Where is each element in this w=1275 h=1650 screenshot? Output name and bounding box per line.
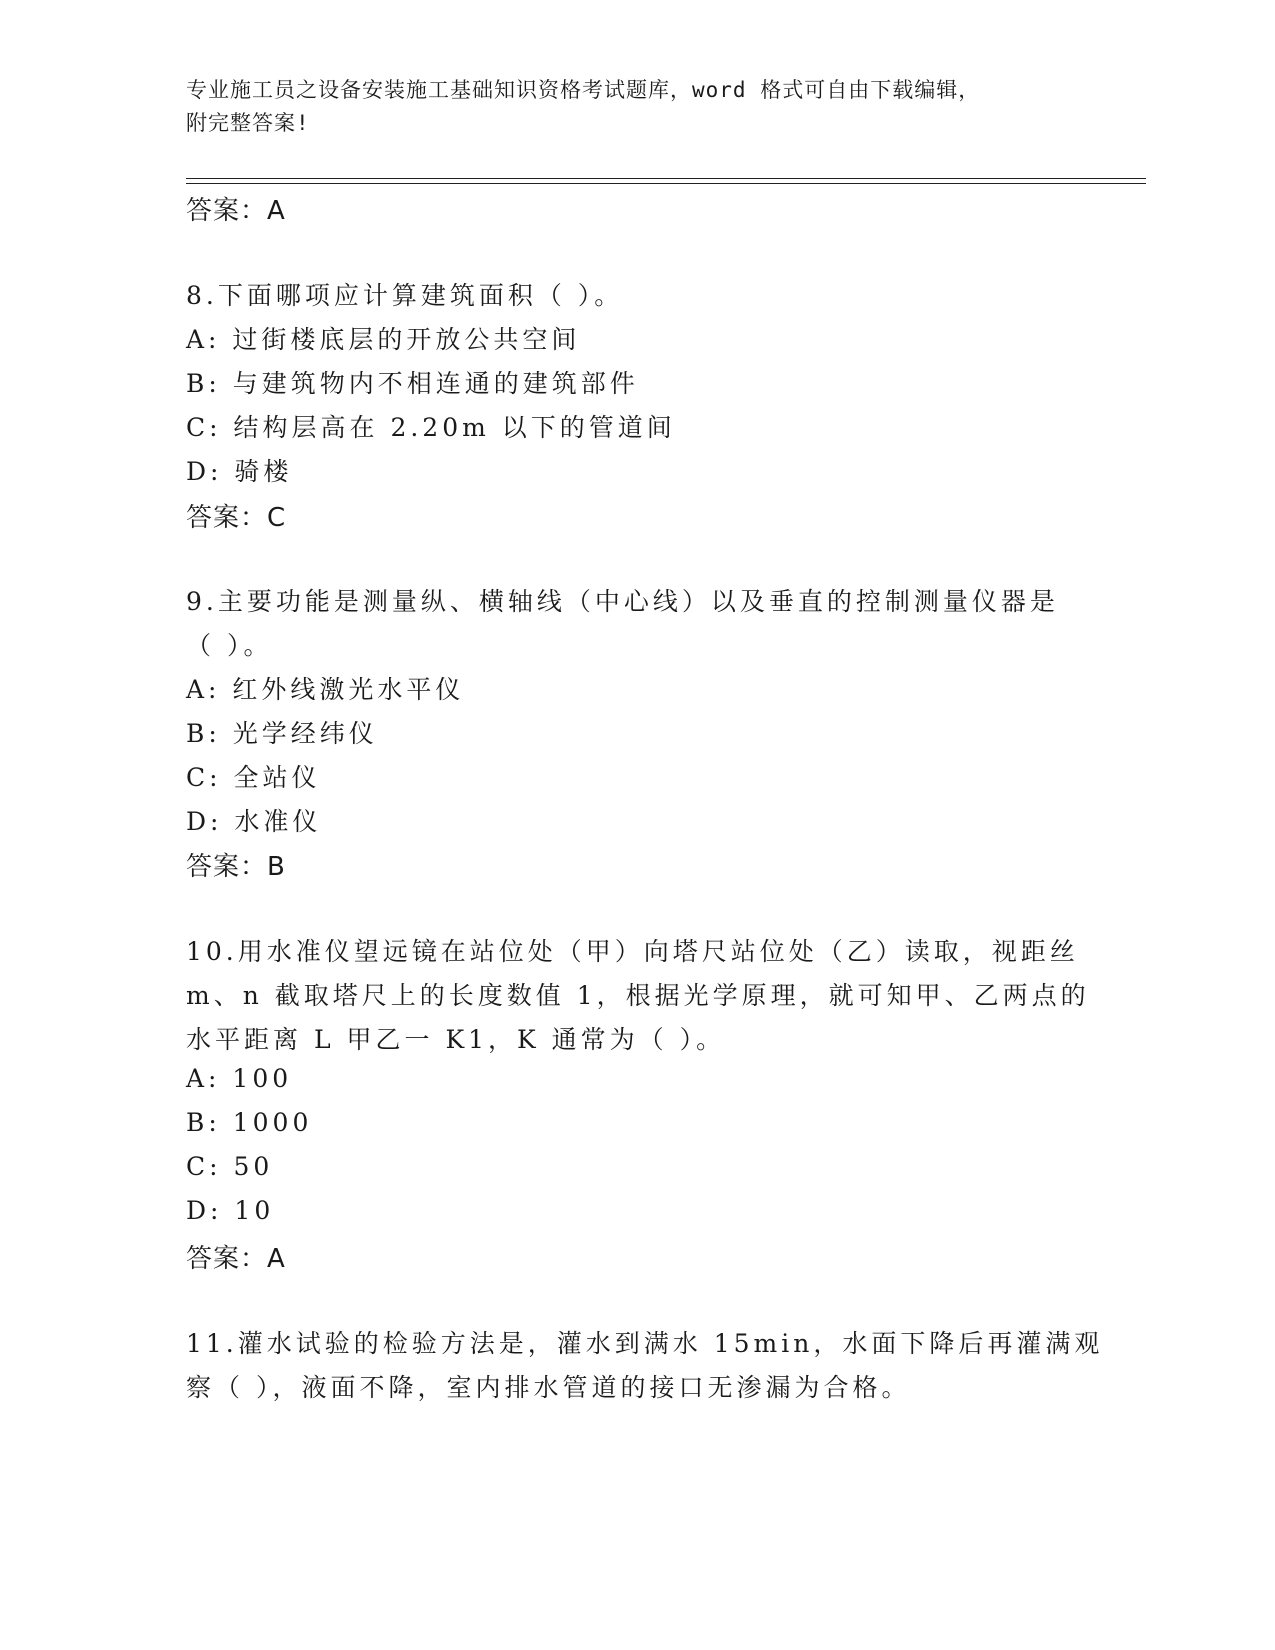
question-10-option-c: C: 50	[186, 1152, 274, 1181]
question-8-option-b: B: 与建筑物内不相连通的建筑部件	[186, 369, 639, 398]
question-10-option-a: A: 100	[186, 1064, 293, 1093]
question-8-option-c: C: 结构层高在 2.20m 以下的管道间	[186, 413, 676, 442]
question-9-option-d: D: 水准仪	[186, 807, 322, 836]
document-header	[186, 74, 1086, 140]
header-line-2: 附完整答案!	[186, 111, 310, 135]
answer-q7: 答案：A	[186, 196, 286, 226]
question-10-option-d: D: 10	[186, 1196, 275, 1225]
question-8-stem: 8.下面哪项应计算建筑面积（ ）。	[186, 281, 624, 310]
header-divider-bottom	[186, 183, 1146, 184]
question-9-stem-line-2: （ ）。	[186, 631, 273, 660]
question-8-option-a: A: 过街楼底层的开放公共空间	[186, 325, 581, 354]
question-11-stem-line-2: 察（ ），液面不降，室内排水管道的接口无渗漏为合格。	[186, 1373, 911, 1402]
header-line-1: 专业施工员之设备安装施工基础知识资格考试题库，word 格式可自由下载编辑，	[186, 78, 981, 102]
question-10-stem-line-3: 水平距离 L 甲乙一 K1，K 通常为（ ）。	[186, 1025, 726, 1054]
question-10-option-b: B: 1000	[186, 1108, 313, 1137]
answer-q8: 答案：C	[186, 503, 287, 533]
question-8-option-d: D: 骑楼	[186, 457, 293, 486]
question-9-option-c: C: 全站仪	[186, 763, 321, 792]
question-9-stem-line-1: 9.主要功能是测量纵、横轴线（中心线）以及垂直的控制测量仪器是	[186, 587, 1059, 616]
question-9-option-b: B: 光学经纬仪	[186, 719, 378, 748]
question-9-option-a: A: 红外线激光水平仪	[186, 675, 465, 704]
question-11-stem-line-1: 11.灌水试验的检验方法是，灌水到满水 15min，水面下降后再灌满观	[186, 1329, 1104, 1358]
question-10-stem-line-2: m、n 截取塔尺上的长度数值 1，根据光学原理，就可知甲、乙两点的	[186, 981, 1090, 1010]
answer-q10: 答案：A	[186, 1244, 286, 1274]
question-10-stem-line-1: 10.用水准仪望远镜在站位处（甲）向塔尺站位处（乙）读取，视距丝	[186, 937, 1079, 966]
header-divider-top	[186, 178, 1146, 179]
answer-q9: 答案：B	[186, 852, 286, 882]
